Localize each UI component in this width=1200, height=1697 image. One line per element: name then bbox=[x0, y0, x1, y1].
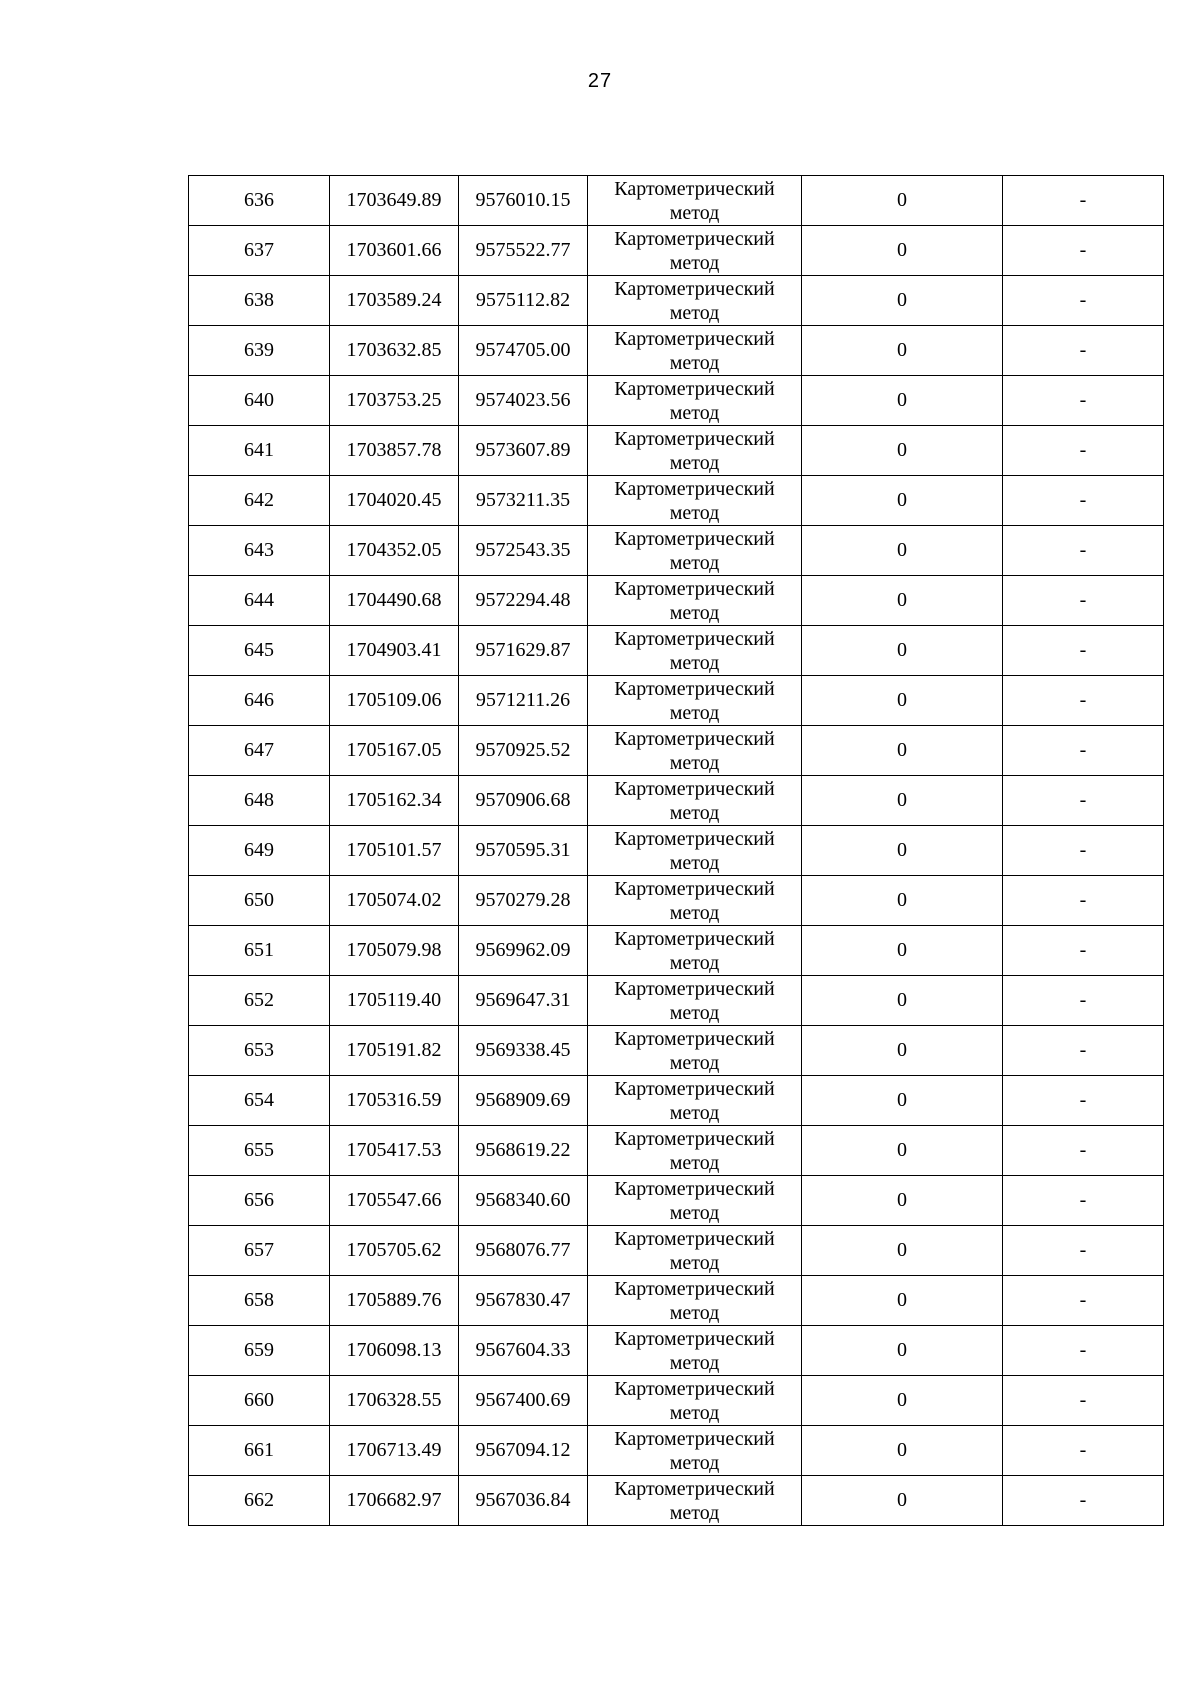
point-number-cell: 655 bbox=[189, 1126, 330, 1176]
y-coordinate-cell: 9573607.89 bbox=[459, 426, 588, 476]
method-line-2: метод bbox=[669, 1151, 720, 1174]
error-cell: 0 bbox=[802, 176, 1003, 226]
x-coordinate-cell: 1705109.06 bbox=[330, 676, 459, 726]
point-number-cell: 657 bbox=[189, 1226, 330, 1276]
note-cell: - bbox=[1003, 926, 1164, 976]
method-line-1: Картометрический bbox=[614, 1427, 775, 1450]
error-cell: 0 bbox=[802, 976, 1003, 1026]
x-coordinate-cell: 1705889.76 bbox=[330, 1276, 459, 1326]
method-line-1: Картометрический bbox=[614, 977, 775, 1000]
y-coordinate-cell: 9567604.33 bbox=[459, 1326, 588, 1376]
method-line-2: метод bbox=[669, 1451, 720, 1474]
point-number-cell: 640 bbox=[189, 376, 330, 426]
y-coordinate-cell: 9570925.52 bbox=[459, 726, 588, 776]
error-cell: 0 bbox=[802, 1026, 1003, 1076]
point-number-cell: 642 bbox=[189, 476, 330, 526]
point-number-cell: 646 bbox=[189, 676, 330, 726]
note-cell: - bbox=[1003, 1226, 1164, 1276]
coordinates-table bbox=[188, 175, 1164, 1526]
table-row bbox=[189, 726, 1164, 776]
method-line-1: Картометрический bbox=[614, 1277, 775, 1300]
table-row bbox=[189, 976, 1164, 1026]
method-cell bbox=[588, 1476, 802, 1526]
error-cell: 0 bbox=[802, 1226, 1003, 1276]
method-line-2: метод bbox=[669, 451, 720, 474]
method-cell bbox=[588, 576, 802, 626]
table-row bbox=[189, 176, 1164, 226]
method-line-2: метод bbox=[669, 301, 720, 324]
method-line-1: Картометрический bbox=[614, 527, 775, 550]
y-coordinate-cell: 9572543.35 bbox=[459, 526, 588, 576]
y-coordinate-cell: 9571211.26 bbox=[459, 676, 588, 726]
method-line-2: метод bbox=[669, 1501, 720, 1524]
table-row bbox=[189, 1076, 1164, 1126]
x-coordinate-cell: 1703753.25 bbox=[330, 376, 459, 426]
method-cell bbox=[588, 1126, 802, 1176]
error-cell: 0 bbox=[802, 826, 1003, 876]
note-cell: - bbox=[1003, 176, 1164, 226]
note-cell: - bbox=[1003, 876, 1164, 926]
error-cell: 0 bbox=[802, 626, 1003, 676]
x-coordinate-cell: 1703601.66 bbox=[330, 226, 459, 276]
y-coordinate-cell: 9573211.35 bbox=[459, 476, 588, 526]
note-cell: - bbox=[1003, 1176, 1164, 1226]
method-cell bbox=[588, 826, 802, 876]
y-coordinate-cell: 9570279.28 bbox=[459, 876, 588, 926]
y-coordinate-cell: 9569338.45 bbox=[459, 1026, 588, 1076]
method-line-1: Картометрический bbox=[614, 777, 775, 800]
note-cell: - bbox=[1003, 376, 1164, 426]
method-line-2: метод bbox=[669, 651, 720, 674]
table-row bbox=[189, 276, 1164, 326]
x-coordinate-cell: 1705547.66 bbox=[330, 1176, 459, 1226]
table-row bbox=[189, 676, 1164, 726]
x-coordinate-cell: 1706682.97 bbox=[330, 1476, 459, 1526]
y-coordinate-cell: 9568909.69 bbox=[459, 1076, 588, 1126]
point-number-cell: 653 bbox=[189, 1026, 330, 1076]
method-line-1: Картометрический bbox=[614, 327, 775, 350]
coordinates-table-body bbox=[189, 176, 1164, 1526]
table-row bbox=[189, 1376, 1164, 1426]
table-row bbox=[189, 326, 1164, 376]
note-cell: - bbox=[1003, 726, 1164, 776]
method-cell bbox=[588, 1326, 802, 1376]
x-coordinate-cell: 1704020.45 bbox=[330, 476, 459, 526]
error-cell: 0 bbox=[802, 1326, 1003, 1376]
method-line-1: Картометрический bbox=[614, 877, 775, 900]
y-coordinate-cell: 9574023.56 bbox=[459, 376, 588, 426]
table-row bbox=[189, 1276, 1164, 1326]
method-cell bbox=[588, 976, 802, 1026]
method-line-1: Картометрический bbox=[614, 177, 775, 200]
point-number-cell: 650 bbox=[189, 876, 330, 926]
method-line-1: Картометрический bbox=[614, 577, 775, 600]
error-cell: 0 bbox=[802, 676, 1003, 726]
table-row bbox=[189, 576, 1164, 626]
method-line-1: Картометрический bbox=[614, 627, 775, 650]
table-row bbox=[189, 476, 1164, 526]
x-coordinate-cell: 1705074.02 bbox=[330, 876, 459, 926]
y-coordinate-cell: 9567400.69 bbox=[459, 1376, 588, 1426]
method-line-2: метод bbox=[669, 951, 720, 974]
page-number: 27 bbox=[587, 70, 613, 92]
method-cell bbox=[588, 1176, 802, 1226]
note-cell: - bbox=[1003, 1276, 1164, 1326]
y-coordinate-cell: 9570595.31 bbox=[459, 826, 588, 876]
method-line-2: метод bbox=[669, 1251, 720, 1274]
method-cell bbox=[588, 276, 802, 326]
method-line-2: метод bbox=[669, 401, 720, 424]
method-cell bbox=[588, 476, 802, 526]
error-cell: 0 bbox=[802, 376, 1003, 426]
note-cell: - bbox=[1003, 976, 1164, 1026]
x-coordinate-cell: 1705417.53 bbox=[330, 1126, 459, 1176]
point-number-cell: 638 bbox=[189, 276, 330, 326]
table-row bbox=[189, 1176, 1164, 1226]
method-line-1: Картометрический bbox=[614, 227, 775, 250]
point-number-cell: 661 bbox=[189, 1426, 330, 1476]
point-number-cell: 641 bbox=[189, 426, 330, 476]
point-number-cell: 652 bbox=[189, 976, 330, 1026]
y-coordinate-cell: 9572294.48 bbox=[459, 576, 588, 626]
method-line-2: метод bbox=[669, 1001, 720, 1024]
method-line-2: метод bbox=[669, 201, 720, 224]
error-cell: 0 bbox=[802, 726, 1003, 776]
method-line-1: Картометрический bbox=[614, 477, 775, 500]
method-cell bbox=[588, 226, 802, 276]
error-cell: 0 bbox=[802, 1276, 1003, 1326]
error-cell: 0 bbox=[802, 876, 1003, 926]
x-coordinate-cell: 1706713.49 bbox=[330, 1426, 459, 1476]
y-coordinate-cell: 9575522.77 bbox=[459, 226, 588, 276]
error-cell: 0 bbox=[802, 576, 1003, 626]
error-cell: 0 bbox=[802, 776, 1003, 826]
method-cell bbox=[588, 1026, 802, 1076]
y-coordinate-cell: 9569962.09 bbox=[459, 926, 588, 976]
table-row bbox=[189, 626, 1164, 676]
method-cell bbox=[588, 426, 802, 476]
method-cell bbox=[588, 926, 802, 976]
method-cell bbox=[588, 1426, 802, 1476]
method-line-1: Картометрический bbox=[614, 927, 775, 950]
method-line-1: Картометрический bbox=[614, 427, 775, 450]
error-cell: 0 bbox=[802, 1076, 1003, 1126]
point-number-cell: 636 bbox=[189, 176, 330, 226]
method-line-1: Картометрический bbox=[614, 1127, 775, 1150]
error-cell: 0 bbox=[802, 526, 1003, 576]
method-line-1: Картометрический bbox=[614, 1177, 775, 1200]
error-cell: 0 bbox=[802, 426, 1003, 476]
x-coordinate-cell: 1705705.62 bbox=[330, 1226, 459, 1276]
error-cell: 0 bbox=[802, 1126, 1003, 1176]
error-cell: 0 bbox=[802, 226, 1003, 276]
table-row bbox=[189, 1476, 1164, 1526]
table-row bbox=[189, 426, 1164, 476]
method-line-2: метод bbox=[669, 801, 720, 824]
method-line-1: Картометрический bbox=[614, 1027, 775, 1050]
note-cell: - bbox=[1003, 776, 1164, 826]
y-coordinate-cell: 9568076.77 bbox=[459, 1226, 588, 1276]
x-coordinate-cell: 1704352.05 bbox=[330, 526, 459, 576]
note-cell: - bbox=[1003, 476, 1164, 526]
method-line-2: метод bbox=[669, 551, 720, 574]
table-row bbox=[189, 776, 1164, 826]
method-cell bbox=[588, 1226, 802, 1276]
x-coordinate-cell: 1703857.78 bbox=[330, 426, 459, 476]
table-row bbox=[189, 526, 1164, 576]
error-cell: 0 bbox=[802, 1376, 1003, 1426]
point-number-cell: 643 bbox=[189, 526, 330, 576]
x-coordinate-cell: 1703632.85 bbox=[330, 326, 459, 376]
error-cell: 0 bbox=[802, 1426, 1003, 1476]
note-cell: - bbox=[1003, 526, 1164, 576]
note-cell: - bbox=[1003, 826, 1164, 876]
method-cell bbox=[588, 676, 802, 726]
x-coordinate-cell: 1705101.57 bbox=[330, 826, 459, 876]
method-cell bbox=[588, 626, 802, 676]
y-coordinate-cell: 9576010.15 bbox=[459, 176, 588, 226]
point-number-cell: 649 bbox=[189, 826, 330, 876]
y-coordinate-cell: 9567094.12 bbox=[459, 1426, 588, 1476]
x-coordinate-cell: 1705119.40 bbox=[330, 976, 459, 1026]
x-coordinate-cell: 1706328.55 bbox=[330, 1376, 459, 1426]
point-number-cell: 660 bbox=[189, 1376, 330, 1426]
method-cell bbox=[588, 176, 802, 226]
method-line-1: Картометрический bbox=[614, 727, 775, 750]
method-cell bbox=[588, 376, 802, 426]
method-line-2: метод bbox=[669, 351, 720, 374]
point-number-cell: 639 bbox=[189, 326, 330, 376]
error-cell: 0 bbox=[802, 1476, 1003, 1526]
x-coordinate-cell: 1705191.82 bbox=[330, 1026, 459, 1076]
x-coordinate-cell: 1704490.68 bbox=[330, 576, 459, 626]
method-line-2: метод bbox=[669, 251, 720, 274]
method-cell bbox=[588, 1276, 802, 1326]
error-cell: 0 bbox=[802, 926, 1003, 976]
table-row bbox=[189, 376, 1164, 426]
note-cell: - bbox=[1003, 276, 1164, 326]
method-cell bbox=[588, 1376, 802, 1426]
note-cell: - bbox=[1003, 576, 1164, 626]
y-coordinate-cell: 9571629.87 bbox=[459, 626, 588, 676]
method-line-1: Картометрический bbox=[614, 827, 775, 850]
table-row bbox=[189, 826, 1164, 876]
point-number-cell: 644 bbox=[189, 576, 330, 626]
table-row bbox=[189, 1026, 1164, 1076]
point-number-cell: 648 bbox=[189, 776, 330, 826]
note-cell: - bbox=[1003, 1426, 1164, 1476]
x-coordinate-cell: 1705167.05 bbox=[330, 726, 459, 776]
note-cell: - bbox=[1003, 1076, 1164, 1126]
point-number-cell: 654 bbox=[189, 1076, 330, 1126]
error-cell: 0 bbox=[802, 276, 1003, 326]
method-line-2: метод bbox=[669, 601, 720, 624]
point-number-cell: 651 bbox=[189, 926, 330, 976]
error-cell: 0 bbox=[802, 476, 1003, 526]
x-coordinate-cell: 1703649.89 bbox=[330, 176, 459, 226]
method-line-1: Картометрический bbox=[614, 277, 775, 300]
note-cell: - bbox=[1003, 676, 1164, 726]
x-coordinate-cell: 1705079.98 bbox=[330, 926, 459, 976]
note-cell: - bbox=[1003, 426, 1164, 476]
point-number-cell: 662 bbox=[189, 1476, 330, 1526]
method-line-2: метод bbox=[669, 851, 720, 874]
table-row bbox=[189, 926, 1164, 976]
point-number-cell: 637 bbox=[189, 226, 330, 276]
table-row bbox=[189, 226, 1164, 276]
method-line-2: метод bbox=[669, 701, 720, 724]
method-line-1: Картометрический bbox=[614, 377, 775, 400]
y-coordinate-cell: 9569647.31 bbox=[459, 976, 588, 1026]
note-cell: - bbox=[1003, 1476, 1164, 1526]
method-line-2: метод bbox=[669, 1401, 720, 1424]
x-coordinate-cell: 1705316.59 bbox=[330, 1076, 459, 1126]
y-coordinate-cell: 9574705.00 bbox=[459, 326, 588, 376]
table-row bbox=[189, 1126, 1164, 1176]
x-coordinate-cell: 1704903.41 bbox=[330, 626, 459, 676]
method-line-1: Картометрический bbox=[614, 1477, 775, 1500]
method-line-2: метод bbox=[669, 1051, 720, 1074]
method-line-2: метод bbox=[669, 751, 720, 774]
method-line-1: Картометрический bbox=[614, 1327, 775, 1350]
table-row bbox=[189, 1326, 1164, 1376]
error-cell: 0 bbox=[802, 1176, 1003, 1226]
method-line-2: метод bbox=[669, 1301, 720, 1324]
y-coordinate-cell: 9568340.60 bbox=[459, 1176, 588, 1226]
note-cell: - bbox=[1003, 626, 1164, 676]
y-coordinate-cell: 9570906.68 bbox=[459, 776, 588, 826]
method-cell bbox=[588, 526, 802, 576]
method-cell bbox=[588, 326, 802, 376]
method-line-1: Картометрический bbox=[614, 1077, 775, 1100]
note-cell: - bbox=[1003, 1376, 1164, 1426]
point-number-cell: 659 bbox=[189, 1326, 330, 1376]
method-cell bbox=[588, 726, 802, 776]
method-cell bbox=[588, 876, 802, 926]
y-coordinate-cell: 9567830.47 bbox=[459, 1276, 588, 1326]
note-cell: - bbox=[1003, 1326, 1164, 1376]
method-line-1: Картометрический bbox=[614, 1377, 775, 1400]
x-coordinate-cell: 1706098.13 bbox=[330, 1326, 459, 1376]
method-line-2: метод bbox=[669, 1201, 720, 1224]
x-coordinate-cell: 1705162.34 bbox=[330, 776, 459, 826]
method-line-1: Картометрический bbox=[614, 677, 775, 700]
method-line-2: метод bbox=[669, 901, 720, 924]
table-row bbox=[189, 1226, 1164, 1276]
method-line-1: Картометрический bbox=[614, 1227, 775, 1250]
table-row bbox=[189, 1426, 1164, 1476]
note-cell: - bbox=[1003, 326, 1164, 376]
y-coordinate-cell: 9575112.82 bbox=[459, 276, 588, 326]
point-number-cell: 658 bbox=[189, 1276, 330, 1326]
note-cell: - bbox=[1003, 1126, 1164, 1176]
y-coordinate-cell: 9568619.22 bbox=[459, 1126, 588, 1176]
table-row bbox=[189, 876, 1164, 926]
y-coordinate-cell: 9567036.84 bbox=[459, 1476, 588, 1526]
method-cell bbox=[588, 1076, 802, 1126]
point-number-cell: 656 bbox=[189, 1176, 330, 1226]
note-cell: - bbox=[1003, 226, 1164, 276]
error-cell: 0 bbox=[802, 326, 1003, 376]
x-coordinate-cell: 1703589.24 bbox=[330, 276, 459, 326]
method-line-2: метод bbox=[669, 1101, 720, 1124]
method-line-2: метод bbox=[669, 501, 720, 524]
point-number-cell: 645 bbox=[189, 626, 330, 676]
point-number-cell: 647 bbox=[189, 726, 330, 776]
method-cell bbox=[588, 776, 802, 826]
method-line-2: метод bbox=[669, 1351, 720, 1374]
note-cell: - bbox=[1003, 1026, 1164, 1076]
